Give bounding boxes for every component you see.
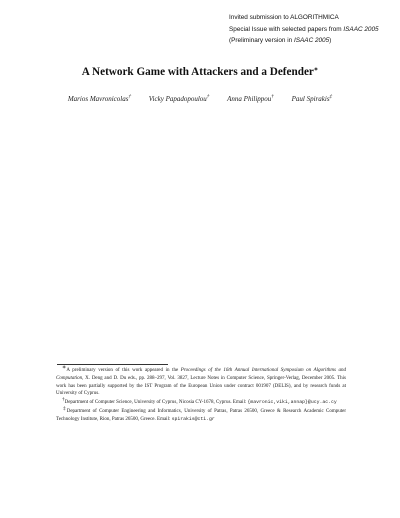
- author-affiliation-mark: †: [128, 93, 132, 100]
- footnote-text: A preliminary version of this work appeared in the: [66, 368, 181, 373]
- footnote-text: Department of Computer Engineering and Informatics, University of Patras, Patras 26500, Greece & Research Academic Computer Technology Institute, Rion, Patras 26500, Greece. Email:: [56, 408, 347, 422]
- author-affiliation-mark: ‡: [329, 93, 333, 100]
- paper-title-text: A Network Game with Attackers and a Defender: [81, 66, 314, 78]
- author-affiliation-mark: †: [206, 93, 210, 100]
- submission-line-2-prefix: Special Issue with selected papers from: [229, 25, 344, 33]
- title-footnote-mark: ∗: [313, 66, 319, 73]
- footnote-affiliation-patras: [56, 405, 347, 424]
- footnote-mark: ∗: [62, 364, 67, 371]
- footnote-email[interactable]: spirakis@cti.gr: [171, 416, 215, 422]
- footnote-mark: †: [62, 396, 65, 403]
- author-affiliation-mark: †: [271, 93, 274, 100]
- author-name: Vicky Papadopoulou: [148, 95, 207, 103]
- submission-line-1: Invited submission to ALGORITHMICA: [229, 14, 339, 21]
- footnote-rule: [57, 364, 168, 365]
- footnote-preliminary-version: [56, 364, 346, 398]
- submission-line-3: [229, 35, 397, 47]
- author: [292, 95, 333, 103]
- author-name: Marios Mavronicolas: [67, 95, 129, 103]
- author-name: Paul Spirakis: [291, 95, 330, 103]
- paper-title: [0, 66, 400, 78]
- author: [68, 95, 131, 103]
- submission-line-3-venue: ISAAC 2005: [294, 37, 330, 44]
- author-name: Anna Philippou: [227, 95, 272, 103]
- author: [227, 95, 274, 103]
- footnote-text: , X. Deng and D. Du eds., pp. 288–297, Vol. 3827, Lecture Notes in Computer Science, Springer-Verlag, December 2005. This work has been partially supported by the IST Program of the European Union under contract 001907 (DELIS), and by research funds at University of Cyprus.: [56, 375, 346, 397]
- author: [149, 95, 210, 103]
- submission-note: [229, 12, 397, 47]
- author-list: [0, 95, 400, 103]
- footnote-mark: ‡: [62, 405, 67, 412]
- submission-line-3-suffix: ): [329, 37, 332, 44]
- submission-line-2: [229, 24, 397, 36]
- footnote-email[interactable]: {mavronic,viki,annap}@ucy.ac.cy: [247, 400, 337, 406]
- footnote-venue: Proceedings of the 16th Annual International Symposium on Algorithms and Computation: [56, 368, 346, 381]
- submission-line-2-venue: ISAAC 2005: [343, 25, 379, 33]
- submission-line-3-prefix: (Preliminary version in: [229, 37, 294, 44]
- footnote-text: Department of Computer Science, University of Cyprus, Nicosia CY-1678, Cyprus. Email:: [64, 400, 248, 406]
- footnotes: [56, 364, 347, 424]
- footnote-affiliation-cyprus: [56, 396, 346, 407]
